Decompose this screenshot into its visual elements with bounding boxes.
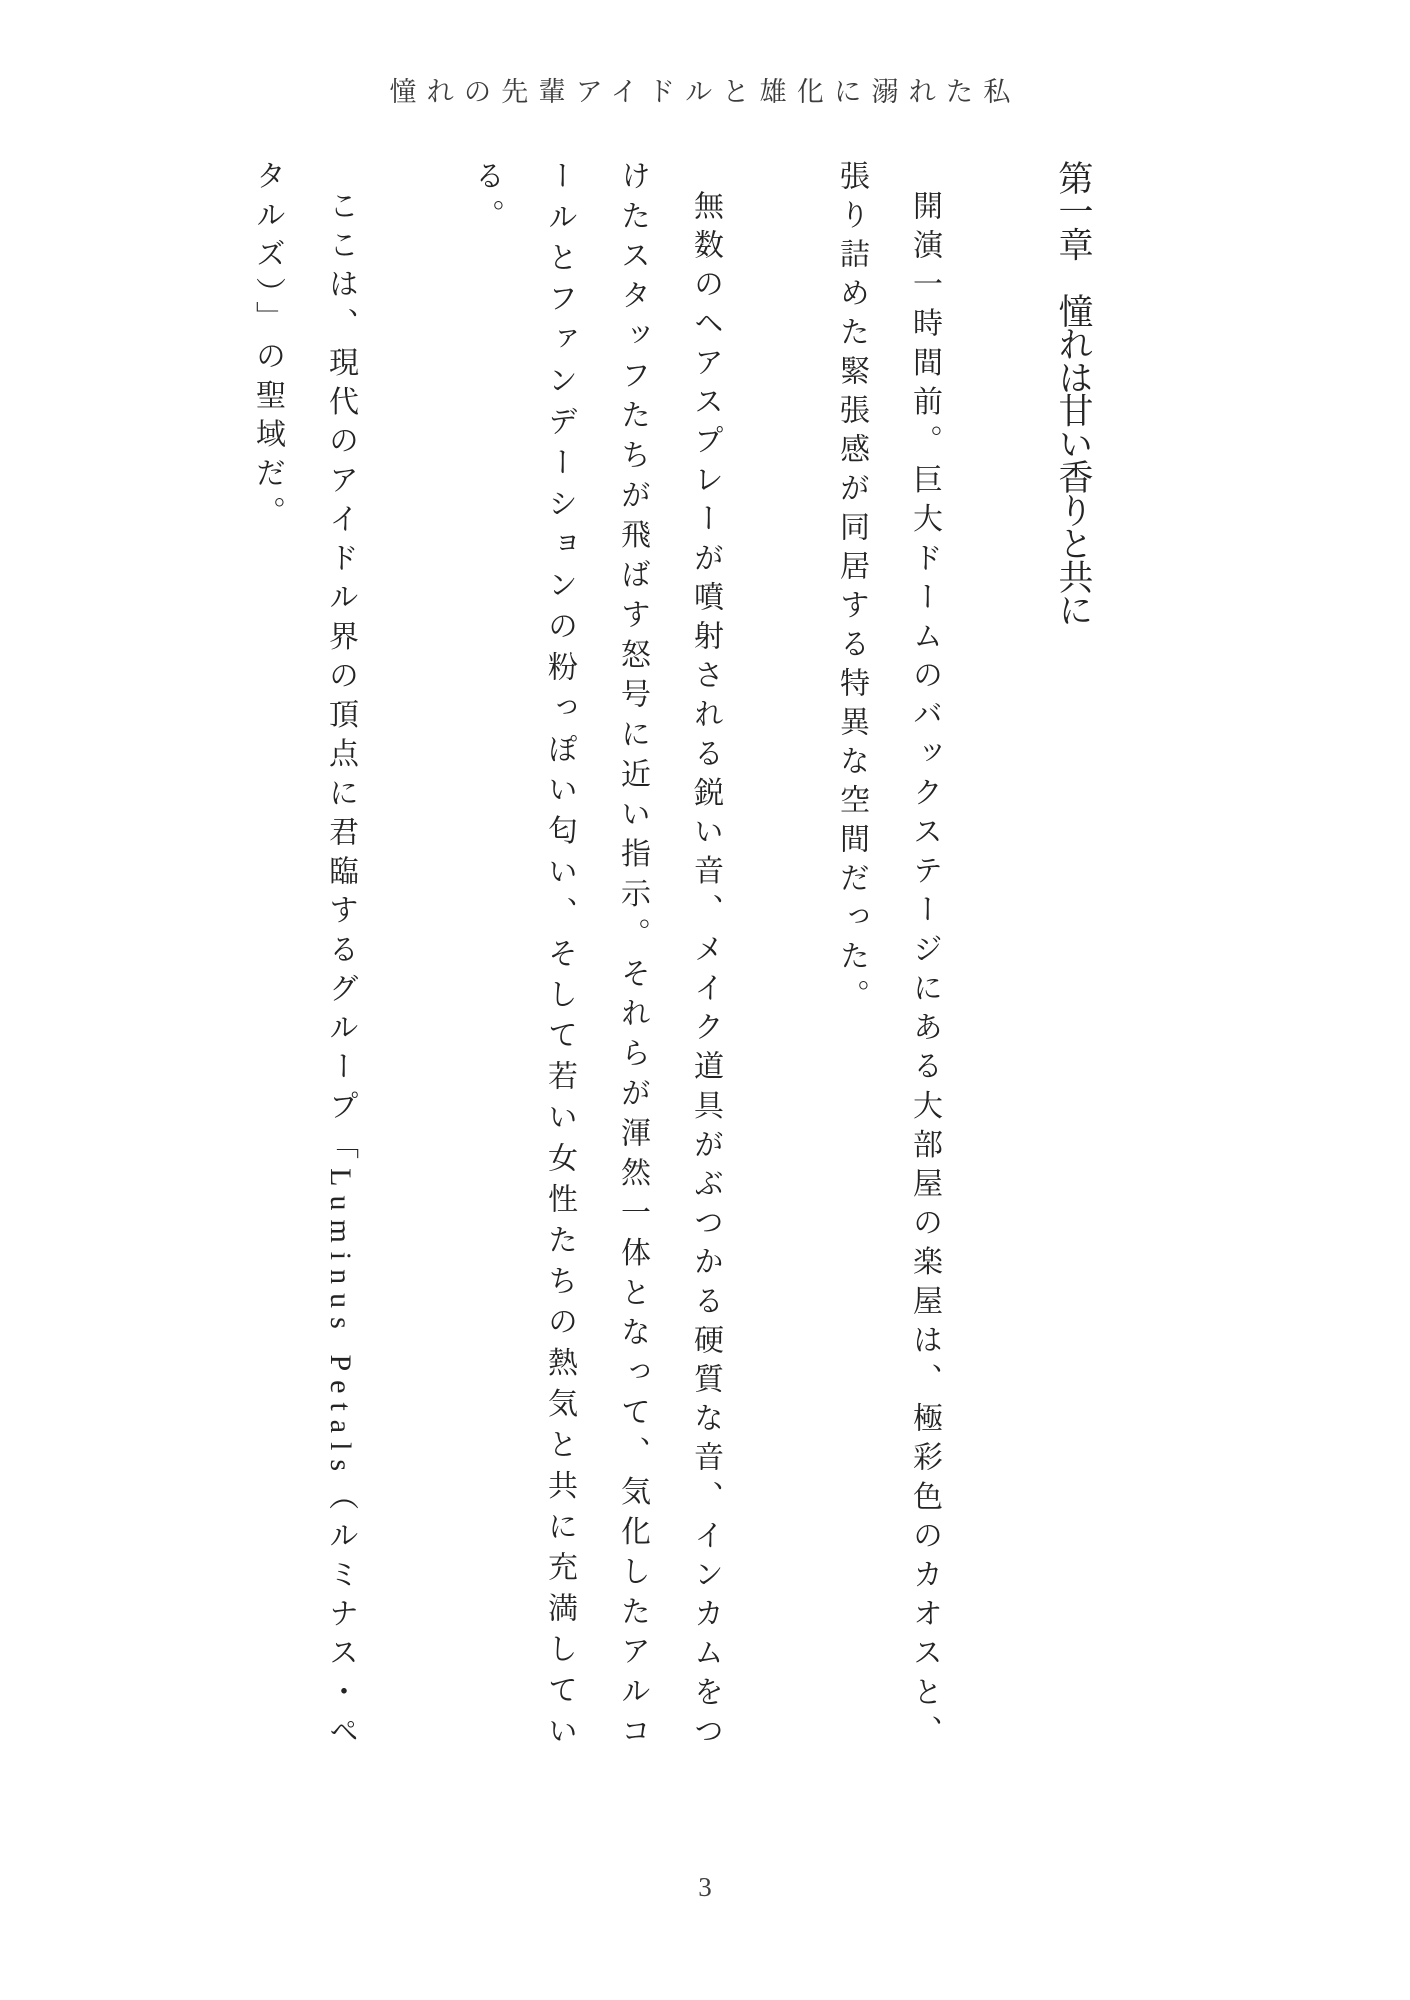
running-header: 憧れの先輩アイドルと雄化に溺れた私 bbox=[389, 77, 1021, 107]
paragraph-luminus-petals: ここは、現代のアイドル界の頂点に君臨するグループ「Luminus Petals（ルミナス・ペタルズ）」の聖域だ。 bbox=[251, 160, 357, 1754]
vertical-text-block bbox=[231, 160, 1105, 1754]
page-number: 3 bbox=[698, 1872, 712, 1902]
chapter-title: 第一章 憧れは甘い香りと共に bbox=[1054, 160, 1093, 626]
paragraph-sounds-and-smells: 無数のヘアスプレーが噴射される鋭い音、メイク道具がぶつかる硬質な音、インカムをつけたスタッフたちが飛ばす怒号に近い指示。それらが渾然一体となって、気化したアルコールとファンデーションの粉っぽい匂い、そして若い女性たちの熱気と共に充満している。 bbox=[470, 160, 722, 1754]
paragraph-backstage-scene: 開演一時間前。巨大ドームのバックステージにある大部屋の楽屋は、極彩色のカオスと、張り詰めた緊張感が同居する特異な空間だった。 bbox=[835, 160, 941, 1754]
